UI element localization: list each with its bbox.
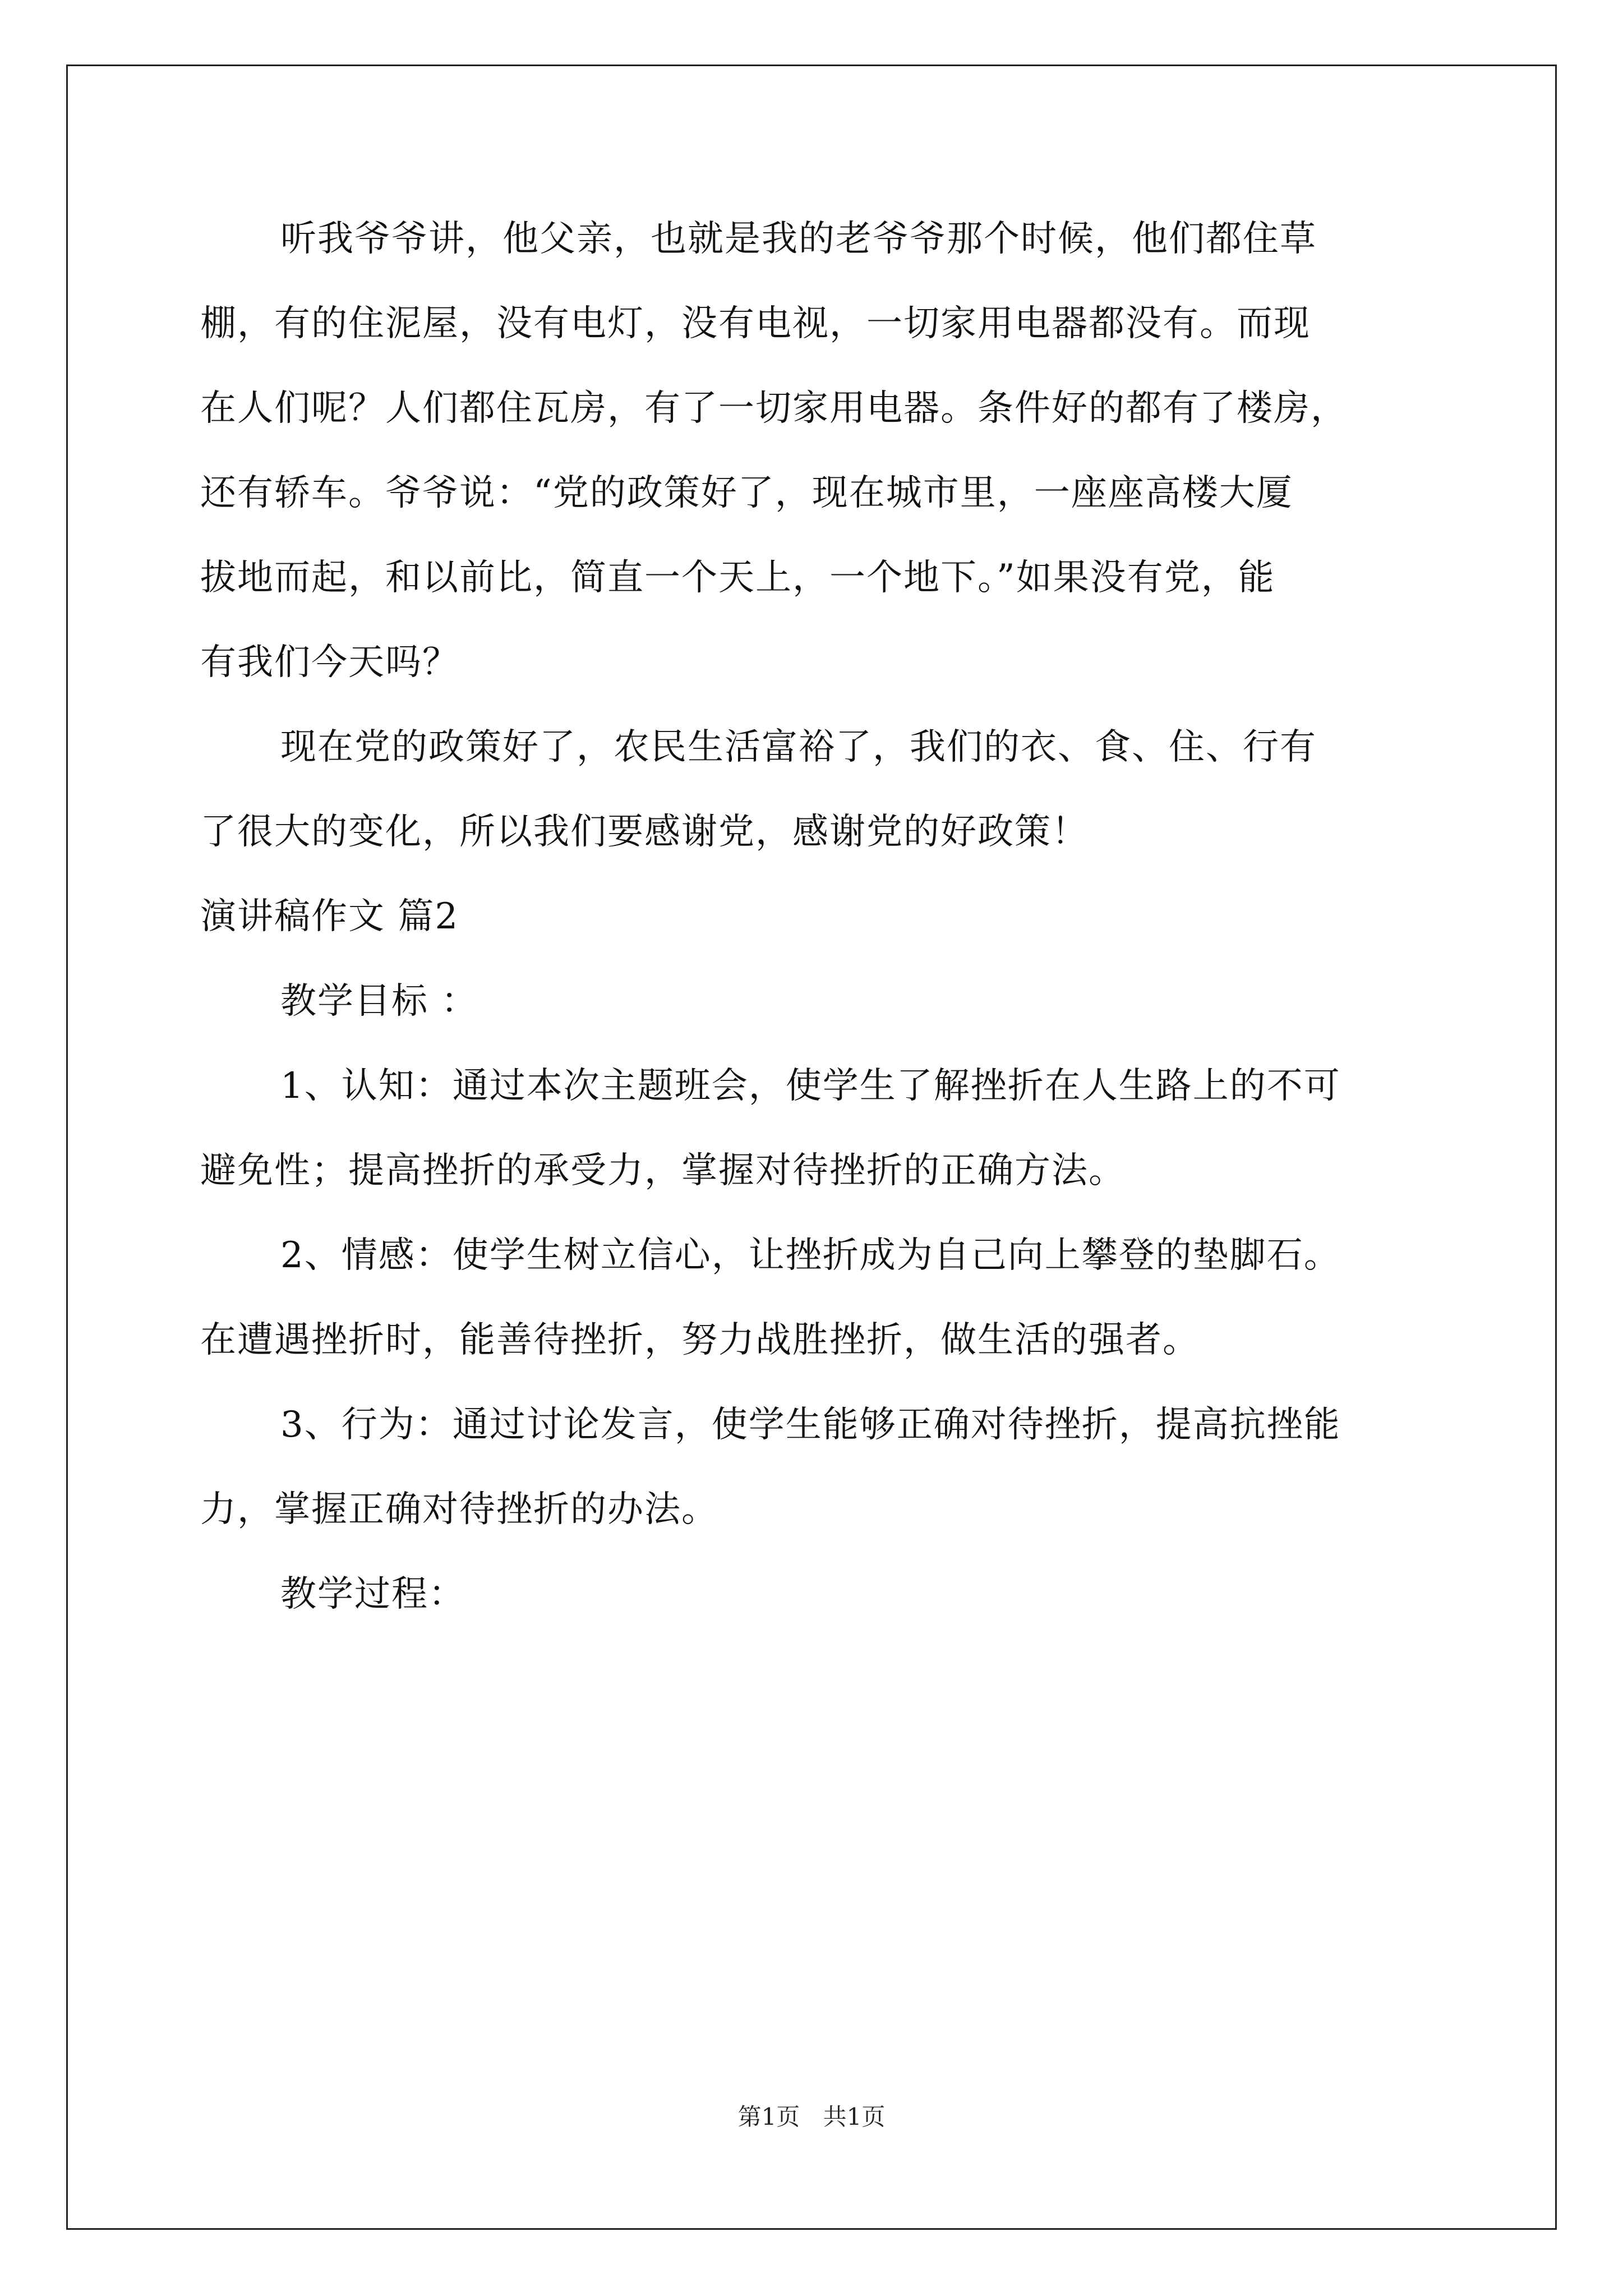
teaching-process-heading: 教学过程： — [280, 1573, 465, 1615]
paragraph-1-line-1: 听我爷爷讲，他父亲，也就是我的老爷爷那个时候，他们都住草 — [280, 218, 1317, 260]
teaching-goals-heading: 教学目标 ： — [280, 981, 478, 1022]
goal-3-line-2: 力，掌握正确对待挫折的办法。 — [200, 1489, 718, 1530]
paragraph-1-line-3: 在人们呢？人们都住瓦房，有了一切家用电器。条件好的都有了楼房， — [200, 388, 1348, 429]
paragraph-1-line-5: 拔地而起，和以前比，简直一个天上，一个地下。”如果没有党，能 — [200, 557, 1275, 599]
goal-1-line-1: 1、认知：通过本次主题班会，使学生了解挫折在人生路上的不可 — [280, 1065, 1341, 1107]
paragraph-1-line-6: 有我们今天吗？ — [200, 642, 459, 683]
page-footer — [0, 2102, 1623, 2132]
paragraph-2-line-1: 现在党的政策好了，农民生活富裕了，我们的衣、食、住、行有 — [280, 726, 1317, 768]
section-heading: 演讲稿作文 篇2 — [200, 896, 459, 937]
goal-2-line-1: 2、情感：使学生树立信心，让挫折成为自己向上攀登的垫脚石。 — [280, 1235, 1341, 1276]
paragraph-2-line-2: 了很大的变化，所以我们要感谢党，感谢党的好政策！ — [200, 811, 1089, 853]
goal-2-line-2: 在遭遇挫折时，能善待挫折，努力战胜挫折，做生活的强者。 — [200, 1319, 1200, 1361]
paragraph-1-line-4: 还有轿车。爷爷说：“党的政策好了，现在城市里，一座座高楼大厦 — [200, 472, 1293, 514]
page-number: 第1页 — [737, 2103, 800, 2131]
page-total: 共1页 — [823, 2103, 886, 2131]
paragraph-1-line-2: 棚，有的住泥屋，没有电灯，没有电视，一切家用电器都没有。而现 — [200, 303, 1311, 344]
goal-1-line-2: 避免性；提高挫折的承受力，掌握对待挫折的正确方法。 — [200, 1150, 1126, 1191]
goal-3-line-1: 3、行为：通过讨论发言，使学生能够正确对待挫折，提高抗挫能 — [280, 1404, 1341, 1446]
